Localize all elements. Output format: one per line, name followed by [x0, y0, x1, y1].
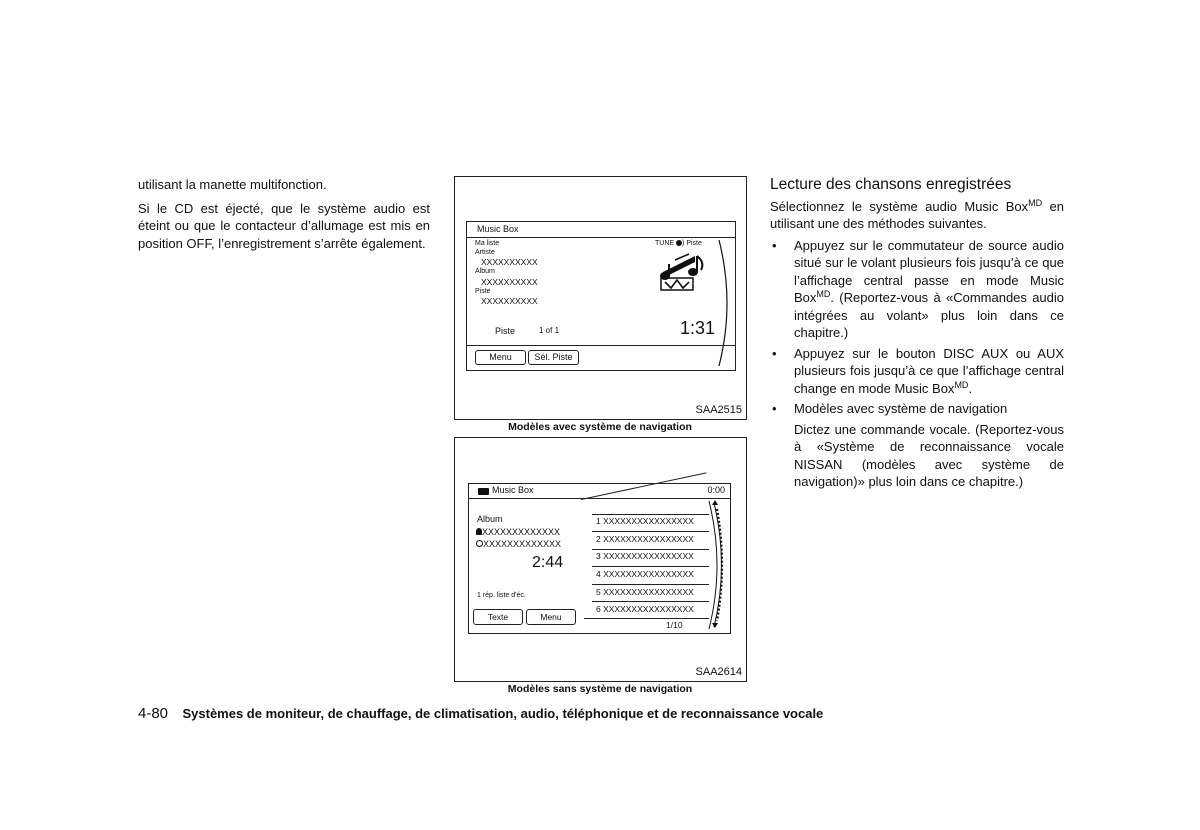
page-number: 4-80 — [138, 705, 169, 722]
track-item[interactable]: 1 XXXXXXXXXXXXXXXX — [596, 516, 694, 526]
track-item[interactable]: 6 XXXXXXXXXXXXXXXX — [596, 604, 694, 614]
figure-caption: Modèles avec système de navigation — [508, 421, 692, 433]
playlist-info: 1 rép. liste d'éc. — [477, 592, 526, 599]
intro-paragraph: Sélectionnez le système audio Music Box$^{MD}$ en utilisant une des méthodes suivantes. — [770, 197, 1064, 231]
disc-line — [476, 539, 561, 549]
screen-title: Music Box — [477, 224, 519, 234]
tune-arrow-icon: ) — [682, 240, 685, 247]
left-column — [138, 176, 430, 252]
track-item[interactable]: 2 XXXXXXXXXXXXXXXX — [596, 534, 694, 544]
methods-list — [770, 237, 1064, 418]
figure-with-navigation — [454, 176, 747, 420]
track-item[interactable]: 5 XXXXXXXXXXXXXXXX — [596, 587, 694, 597]
album-label: Album — [475, 268, 495, 275]
screen-title: Music Box — [492, 485, 534, 495]
disc-value: XXXXXXXXXXXXX — [483, 539, 562, 549]
select-track-button[interactable]: Sél. Piste — [528, 350, 579, 365]
track-item[interactable]: 3 XXXXXXXXXXXXXXXX — [596, 551, 694, 561]
piste-label: Piste — [475, 288, 491, 295]
artiste-value: XXXXXXXXXX — [481, 257, 538, 267]
scroll-down-icon — [712, 623, 718, 628]
page-indicator: 1/10 — [666, 620, 683, 630]
list-item: • Appuyez sur le commutateur de source audio situé sur le volant plusieurs fois jusqu’à ce que l’affichage central passe en mode Music Box$^{MD}$. (Reportez-vous à «Commandes audio intégrées au volant» plus loin dans ce chapitre.) — [770, 237, 1064, 342]
elapsed-time: 2:44 — [532, 554, 564, 571]
figure-code: SAA2614 — [695, 666, 742, 678]
ma-liste-label: Ma liste — [475, 240, 500, 247]
album-value: XXXXXXXXXX — [481, 277, 538, 287]
elapsed-time: 1:31 — [680, 318, 716, 338]
album-label: Album — [477, 514, 503, 524]
figure-caption: Modèles sans système de navigation — [507, 683, 693, 695]
list-item: • Modèles avec système de navigation — [770, 400, 1064, 418]
artist-value: XXXXXXXXXXXXX — [482, 527, 561, 537]
music-notes-icon — [655, 250, 707, 294]
scroll-up-icon — [712, 500, 718, 505]
tune-indicator — [655, 240, 702, 247]
tune-label: TUNE — [655, 240, 675, 247]
track-count: 1 of 1 — [539, 326, 560, 335]
menu-button[interactable]: Menu — [475, 350, 526, 365]
text-button[interactable]: Texte — [473, 609, 523, 625]
clock: 0:00 — [707, 485, 725, 495]
section-heading: Lecture des chansons enregistrées — [770, 176, 1012, 193]
piste-value: XXXXXXXXXX — [481, 296, 538, 306]
menu-button[interactable]: Menu — [526, 609, 576, 625]
tune-piste-label: Piste — [686, 240, 702, 247]
artiste-label: Artiste — [475, 249, 495, 256]
figure-code: SAA2515 — [695, 404, 742, 416]
tune-arc-icon — [715, 238, 735, 368]
music-box-icon — [478, 488, 489, 495]
figure-without-navigation — [454, 437, 747, 682]
paragraph: Si le CD est éjecté, que le système audio est éteint ou que le contacteur d’allumage est mis en position OFF, l’enregistrement s’arrête également. — [138, 200, 430, 251]
artist-line — [476, 527, 560, 537]
track-label: Piste — [495, 326, 516, 336]
list-item: • Appuyez sur le bouton DISC AUX ou AUX plusieurs fois jusqu’à ce que l’affichage central change en mode Music Box$^{MD}$. — [770, 345, 1064, 398]
music-box-screen — [468, 483, 731, 634]
right-column — [770, 176, 1064, 491]
track-item[interactable]: 4 XXXXXXXXXXXXXXXX — [596, 569, 694, 579]
disc-icon — [476, 540, 483, 547]
sub-paragraph: Dictez une commande vocale. (Reportez-vous à «Système de reconnaissance vocale NISSAN (modèles avec système de navigation)» plus loin dans ce chapitre.) — [794, 421, 1064, 489]
page-footer — [138, 705, 1038, 723]
chapter-title: Systèmes de moniteur, de chauffage, de climatisation, audio, téléphonique et de reconnaissance vocale — [182, 706, 824, 721]
scrollbar[interactable] — [707, 499, 727, 631]
music-box-screen — [466, 221, 736, 371]
paragraph: utilisant la manette multifonction. — [138, 177, 327, 192]
